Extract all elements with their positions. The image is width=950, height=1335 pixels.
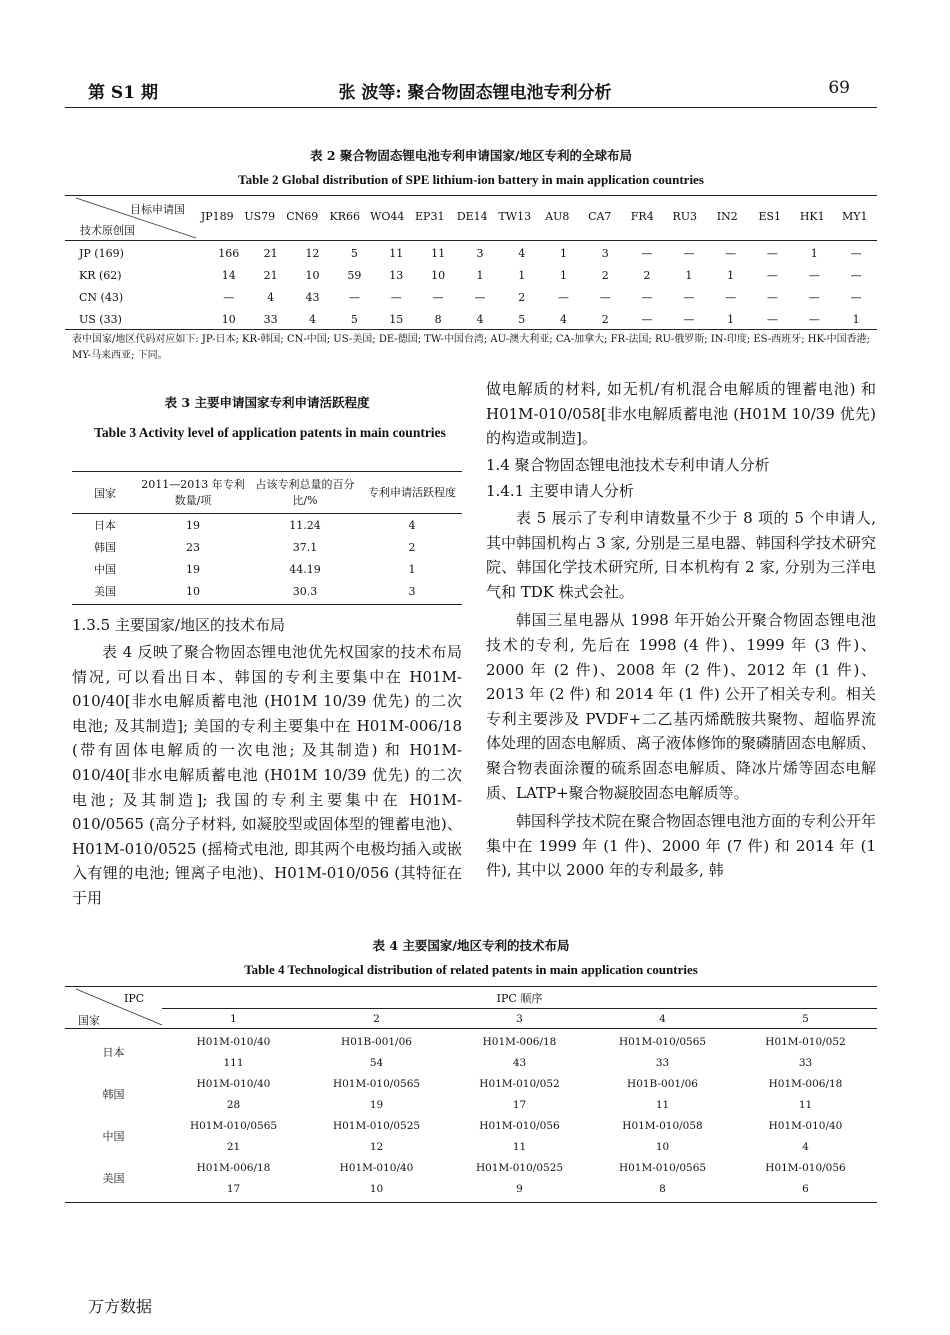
table4-body xyxy=(65,1031,877,1199)
table2-cell: 11 xyxy=(389,246,404,260)
table4-count-cell: 111 xyxy=(223,1056,244,1069)
table2-cell: 11 xyxy=(431,246,446,260)
table-row xyxy=(72,580,462,602)
table2-col-header: CN69 xyxy=(286,209,319,223)
table2-col-header: US79 xyxy=(244,209,276,223)
table2-col-header: HK1 xyxy=(799,209,825,223)
right-para-3: 韩国科学技术院在聚合物固态锂电池方面的专利公开年集中在 1999 年 (1 件)、2000 年 (7 件) 和 2014 年 (1 件), 其中以 2000 年的专利最多, 韩 xyxy=(486,812,877,880)
table2-cell: 10 xyxy=(305,268,320,282)
watermark: 万方数据 xyxy=(88,1297,153,1316)
table2-cell: — xyxy=(641,290,653,304)
table2-cell: — xyxy=(766,290,778,304)
table2-cell: 43 xyxy=(305,290,320,304)
table4-ipc-cell: H01M-006/18 xyxy=(482,1035,557,1048)
table2-bottom-rule xyxy=(65,329,877,330)
table4-ipc-cell: H01M-006/18 xyxy=(768,1077,843,1090)
table2-cell: 3 xyxy=(476,246,484,260)
table2-cell: — xyxy=(432,290,444,304)
table4-country: 韩国 xyxy=(102,1088,125,1101)
table2-row-label: JP (169) xyxy=(79,246,124,260)
table2-col-header: MY1 xyxy=(841,209,868,223)
table4-count-cell: 33 xyxy=(798,1056,813,1069)
table4-count-cell: 10 xyxy=(369,1182,384,1195)
table2-cell: — xyxy=(766,312,778,326)
table-row xyxy=(65,1115,877,1136)
table2-cell: — xyxy=(223,290,235,304)
left-column-text xyxy=(72,640,462,911)
table2-cell: — xyxy=(725,246,737,260)
table2-cell: 3 xyxy=(601,246,609,260)
table-row xyxy=(65,1157,877,1178)
table2-row-label: KR (62) xyxy=(79,268,122,282)
table2-cell: — xyxy=(683,312,695,326)
table2-cell: 1 xyxy=(518,268,526,282)
table2-col-header: TW13 xyxy=(498,209,532,223)
table2-col-header: AU8 xyxy=(545,209,570,223)
table2-cell: 5 xyxy=(350,312,358,326)
table2-cell: 4 xyxy=(559,312,567,326)
table2-cell: — xyxy=(390,290,402,304)
table4-caption-en: Table 4 Technological distribution of related patents in main application countries xyxy=(244,962,698,977)
table4-ipc-cell: H01M-010/058 xyxy=(622,1119,703,1132)
table4-count-cell: 9 xyxy=(516,1182,523,1195)
table2-cell: — xyxy=(766,268,778,282)
table4-count-cell: 10 xyxy=(655,1140,670,1153)
table4-ipc-cell: H01B-001/06 xyxy=(341,1035,412,1048)
table2-corner-bottom: 技术原创国 xyxy=(80,224,135,237)
table-row xyxy=(65,286,877,308)
table4-bottom-rule xyxy=(65,1202,877,1203)
table2-col-header: IN2 xyxy=(716,209,738,223)
section-1-4-heading: 1.4 聚合物固态锂电池技术专利申请人分析 xyxy=(486,455,770,474)
table3-cell: 1 xyxy=(408,562,416,576)
table4-ipc-cell: H01M-010/40 xyxy=(339,1161,414,1174)
table-row xyxy=(65,1094,877,1115)
table2-cell: — xyxy=(808,312,820,326)
table4-ipc-cell: H01B-001/06 xyxy=(627,1077,698,1090)
table2-cell: 4 xyxy=(267,290,275,304)
section-1-3-5-heading: 1.3.5 主要国家/地区的技术布局 xyxy=(72,616,285,634)
table-row xyxy=(65,264,877,286)
table3-cell: 23 xyxy=(186,540,200,554)
issue-number: 第 S1 期 xyxy=(88,83,158,103)
table2-cell: 4 xyxy=(309,312,317,326)
table4-col-header: 2 xyxy=(373,1013,380,1025)
table2-cell: — xyxy=(599,290,611,304)
table2-cell: 12 xyxy=(305,246,320,260)
table2-cell: 4 xyxy=(476,312,484,326)
header-rule xyxy=(65,107,877,108)
table3-top-rule xyxy=(72,471,462,472)
table4-count-cell: 33 xyxy=(655,1056,670,1069)
table3-cell: 10 xyxy=(186,584,200,598)
table3-cell: 3 xyxy=(408,584,416,598)
table4-ipc-cell: H01M-010/056 xyxy=(479,1119,560,1132)
table2-cell: 1 xyxy=(727,312,735,326)
table-row xyxy=(72,558,462,580)
table2-cell: — xyxy=(641,312,653,326)
right-para-continued: 做电解质的材料, 如无机/有机混合电解质的锂蓄电池) 和 H01M-010/058[非水电解质蓄电池 (H01M 10/39 优先) 的构造或制造]。 xyxy=(486,380,876,448)
table3-cell: 30.3 xyxy=(292,584,318,598)
table4-count-cell: 17 xyxy=(226,1182,241,1195)
table2-cell: 166 xyxy=(218,246,240,260)
table2-cell: 1 xyxy=(685,268,693,282)
table-row xyxy=(65,242,877,264)
table2-cell: 1 xyxy=(810,246,818,260)
table4-ipc-cell: H01M-010/052 xyxy=(765,1035,846,1048)
table4-col-header: 1 xyxy=(230,1013,237,1025)
section-1-4-1-heading: 1.4.1 主要申请人分析 xyxy=(486,482,634,501)
table2-cell: — xyxy=(641,246,653,260)
table2-cell: 1 xyxy=(559,268,567,282)
table4-count-cell: 8 xyxy=(659,1182,666,1195)
table3-cell: 19 xyxy=(186,518,200,532)
table2-cell: 1 xyxy=(852,312,860,326)
table2-col-header: JP189 xyxy=(200,209,234,223)
table2-cell: — xyxy=(808,268,820,282)
table4-count-cell: 11 xyxy=(655,1098,670,1111)
table2-cell: 4 xyxy=(518,246,526,260)
table4-ipc-cell: H01M-010/0565 xyxy=(618,1035,707,1048)
table4-ipc-cell: H01M-010/40 xyxy=(196,1077,271,1090)
table4-col-header: 4 xyxy=(659,1013,666,1025)
table2-col-header: RU3 xyxy=(672,209,698,223)
table2-col-header: DE14 xyxy=(456,209,488,223)
table2-cell: 1 xyxy=(476,268,484,282)
table2-col-header: CA7 xyxy=(588,209,612,223)
table4-ipc-cell: H01M-010/0525 xyxy=(332,1119,421,1132)
table-row xyxy=(72,536,462,558)
table2-cell: 13 xyxy=(389,268,404,282)
table-row xyxy=(65,1031,877,1052)
table3-caption-cn: 表 3 主要申请国家专利申请活跃程度 xyxy=(164,395,370,410)
table2-cell: 21 xyxy=(263,246,278,260)
table-row xyxy=(72,514,462,537)
table2-cell: 10 xyxy=(431,268,446,282)
table4-group-rule xyxy=(162,1008,877,1009)
table-row xyxy=(65,1178,877,1199)
table3-cell: 韩国 xyxy=(94,541,116,554)
table4-ipc-cell: H01M-010/0565 xyxy=(332,1077,421,1090)
table-row xyxy=(65,1136,877,1157)
table2-row-label: US (33) xyxy=(79,312,122,326)
table2-cell: 5 xyxy=(350,246,358,260)
table2-cell: — xyxy=(808,290,820,304)
table4-count-cell: 19 xyxy=(369,1098,384,1111)
table-row xyxy=(65,308,877,330)
table4-count-cell: 4 xyxy=(802,1140,809,1153)
table2-cell: 1 xyxy=(727,268,735,282)
table4-ipc-cell: H01M-010/40 xyxy=(768,1119,843,1132)
table4-ipc-cell: H01M-010/0525 xyxy=(475,1161,564,1174)
table2-cell: 2 xyxy=(518,290,526,304)
running-title: 张 波等: 聚合物固态锂电池专利分析 xyxy=(338,83,612,103)
table2-cell: — xyxy=(725,290,737,304)
table4-count-cell: 11 xyxy=(512,1140,527,1153)
table2-cell: 8 xyxy=(434,312,442,326)
table4-ipc-cell: H01M-010/056 xyxy=(765,1161,846,1174)
table4-country: 日本 xyxy=(102,1046,125,1059)
table4-ipc-cell: H01M-006/18 xyxy=(196,1161,271,1174)
table2-cell: — xyxy=(850,246,862,260)
right-para-2: 韩国三星电器从 1998 年开始公开聚合物固态锂电池技术的专利, 先后在 1998 (4 件)、1999 年 (3 件)、2000 年 (2 件)、2008 年 (2 件)、2012 年 (1 件)、2013 年 (2 件) 和 2014 年 (1 件) 公开了相关专利。相关专利主要涉及 PVDF+二乙基丙烯酰胺共聚物、超临界流体处理的固态电解质、离子液体修饰的聚磷腈固态电解质、聚合物表面涂覆的硫系固态电解质、降冰片烯等固态电解质、LATP+聚合物凝胶固态电解质等。 xyxy=(486,611,877,802)
table2-corner-top: 目标申请国 xyxy=(130,203,185,216)
table2-col-header: WO44 xyxy=(370,209,405,223)
table2-col-header: KR66 xyxy=(329,209,360,223)
table4-top-rule xyxy=(65,986,877,987)
table2-cell: — xyxy=(766,246,778,260)
table3-cell: 美国 xyxy=(94,585,116,598)
table4-ipc-cell: H01M-010/0565 xyxy=(618,1161,707,1174)
table4-header-rule xyxy=(65,1028,877,1029)
table2-col-header: EP31 xyxy=(415,209,445,223)
table3-caption-en: Table 3 Activity level of application patents in main countries xyxy=(94,425,446,440)
table3-cell: 4 xyxy=(408,518,416,532)
table4-count-cell: 21 xyxy=(226,1140,241,1153)
table2-body xyxy=(65,242,877,330)
table2-col-header: FR4 xyxy=(630,209,654,223)
table2-cell: 33 xyxy=(263,312,278,326)
table2-cell: — xyxy=(474,290,486,304)
table2-col-header: ES1 xyxy=(758,209,782,223)
table2-note: 表中国家/地区代码对应如下: JP-日本; KR-韩国; CN-中国; US-美国; DE-德国; TW-中国台湾; AU-澳大利亚; CA-加拿大; FR-法国; RU-俄罗斯; IN-印度; ES-西班牙; HK-中国香港; MY-马来西亚; 下同。 xyxy=(72,334,871,361)
table2-cell: — xyxy=(683,246,695,260)
table2-cell: — xyxy=(683,290,695,304)
table4-count-cell: 43 xyxy=(512,1056,527,1069)
table2-row-label: CN (43) xyxy=(79,290,124,304)
table3-header-activity: 专利申请活跃程度 xyxy=(368,486,456,499)
table3-cell: 11.24 xyxy=(289,518,321,532)
table4-country: 美国 xyxy=(102,1172,125,1185)
table3 xyxy=(72,473,462,602)
table3-header-country: 国家 xyxy=(94,487,116,500)
table4-count-cell: 28 xyxy=(226,1098,241,1111)
table4-col-header: 5 xyxy=(802,1013,809,1025)
table2-cell: 21 xyxy=(263,268,278,282)
page-number: 69 xyxy=(828,78,850,98)
table3-cell: 中国 xyxy=(94,563,116,576)
table4-count-cell: 6 xyxy=(802,1182,809,1195)
table2-cell: 59 xyxy=(347,268,362,282)
table2-cell: 1 xyxy=(559,246,567,260)
table4-count-cell: 12 xyxy=(369,1140,384,1153)
right-column-text xyxy=(486,377,876,883)
table3-cell: 2 xyxy=(408,540,416,554)
table2-cell: 14 xyxy=(221,268,236,282)
table2-cell: 2 xyxy=(601,268,609,282)
table2-cell: — xyxy=(850,290,862,304)
table3-cell: 19 xyxy=(186,562,200,576)
table-row xyxy=(65,1052,877,1073)
table4-count-cell: 54 xyxy=(369,1056,384,1069)
table3-cell: 日本 xyxy=(94,519,116,532)
table4-country: 中国 xyxy=(102,1130,125,1143)
table4-caption-cn: 表 4 主要国家/地区专利的技术布局 xyxy=(372,938,570,953)
table-row xyxy=(65,1073,877,1094)
table2-cell: — xyxy=(557,290,569,304)
table2-cell: 5 xyxy=(518,312,526,326)
table3-cell: 44.19 xyxy=(289,562,321,576)
table4-count-cell: 17 xyxy=(512,1098,527,1111)
table4-colheader xyxy=(162,1010,877,1028)
left-paragraph: 表 4 反映了聚合物固态锂电池优先权国家的技术布局情况, 可以看出日本、韩国的专利主要集中在 H01M-010/40[非水电解质蓄电池 (H01M 10/39 优先) 的二次电池; 及其制造]; 美国的专利主要集中在 H01M-006/18 (带有固体电解质的一次电池; 及其制造) 和 H01M-010/40[非水电解质蓄电池 (H01M 10/39 优先) 的二次电池; 及其制造]; 我国的专利主要集中在 H01M-010/0565 (高分子材料, 如凝胶型或固体型的锂蓄电池)、H01M-010/0525 (摇椅式电池, 即其两个电极均插入或嵌入有锂的电池; 锂离子电池)、H01M-010/056 (其特征在于用 xyxy=(72,643,462,907)
table4-col-header: 3 xyxy=(516,1013,523,1025)
table4-corner-top: IPC xyxy=(124,992,145,1005)
table4-ipc-cell: H01M-010/052 xyxy=(479,1077,560,1090)
table2-cell: 2 xyxy=(601,312,609,326)
table3-cell: 37.1 xyxy=(292,540,318,554)
table3-header-percent: 占该专利总量的百分比/% xyxy=(255,478,355,507)
table2-caption-cn: 表 2 聚合物固态锂电池专利申请国家/地区专利的全球布局 xyxy=(310,148,632,163)
table2-cell: 15 xyxy=(389,312,404,326)
table4-count-cell: 11 xyxy=(798,1098,813,1111)
table2-cell: — xyxy=(348,290,360,304)
table2-caption-en: Table 2 Global distribution of SPE lithium-ion battery in main application countries xyxy=(238,172,704,187)
table2-cell: — xyxy=(850,268,862,282)
table3-bottom-rule xyxy=(72,604,462,605)
right-para-1: 表 5 展示了专利申请数量不少于 8 项的 5 个申请人, 其中韩国机构占 3 家, 分别是三星电器、韩国科学技术研究院、韩国化学技术研究所, 日本机构有 2 家, 分别为三洋电气和 TDK 株式会社。 xyxy=(486,508,876,601)
table4-corner-bottom: 国家 xyxy=(78,1014,100,1027)
table2-colheader xyxy=(196,205,876,227)
table3-header-count: 2011—2013 年专利数量/项 xyxy=(141,478,245,507)
table4-group-header: IPC 顺序 xyxy=(496,992,543,1005)
table2-cell: 2 xyxy=(643,268,651,282)
table4-ipc-cell: H01M-010/40 xyxy=(196,1035,271,1048)
table2-cell: 10 xyxy=(221,312,236,326)
table2-header-rule xyxy=(65,240,877,241)
table4-ipc-cell: H01M-010/0565 xyxy=(189,1119,278,1132)
